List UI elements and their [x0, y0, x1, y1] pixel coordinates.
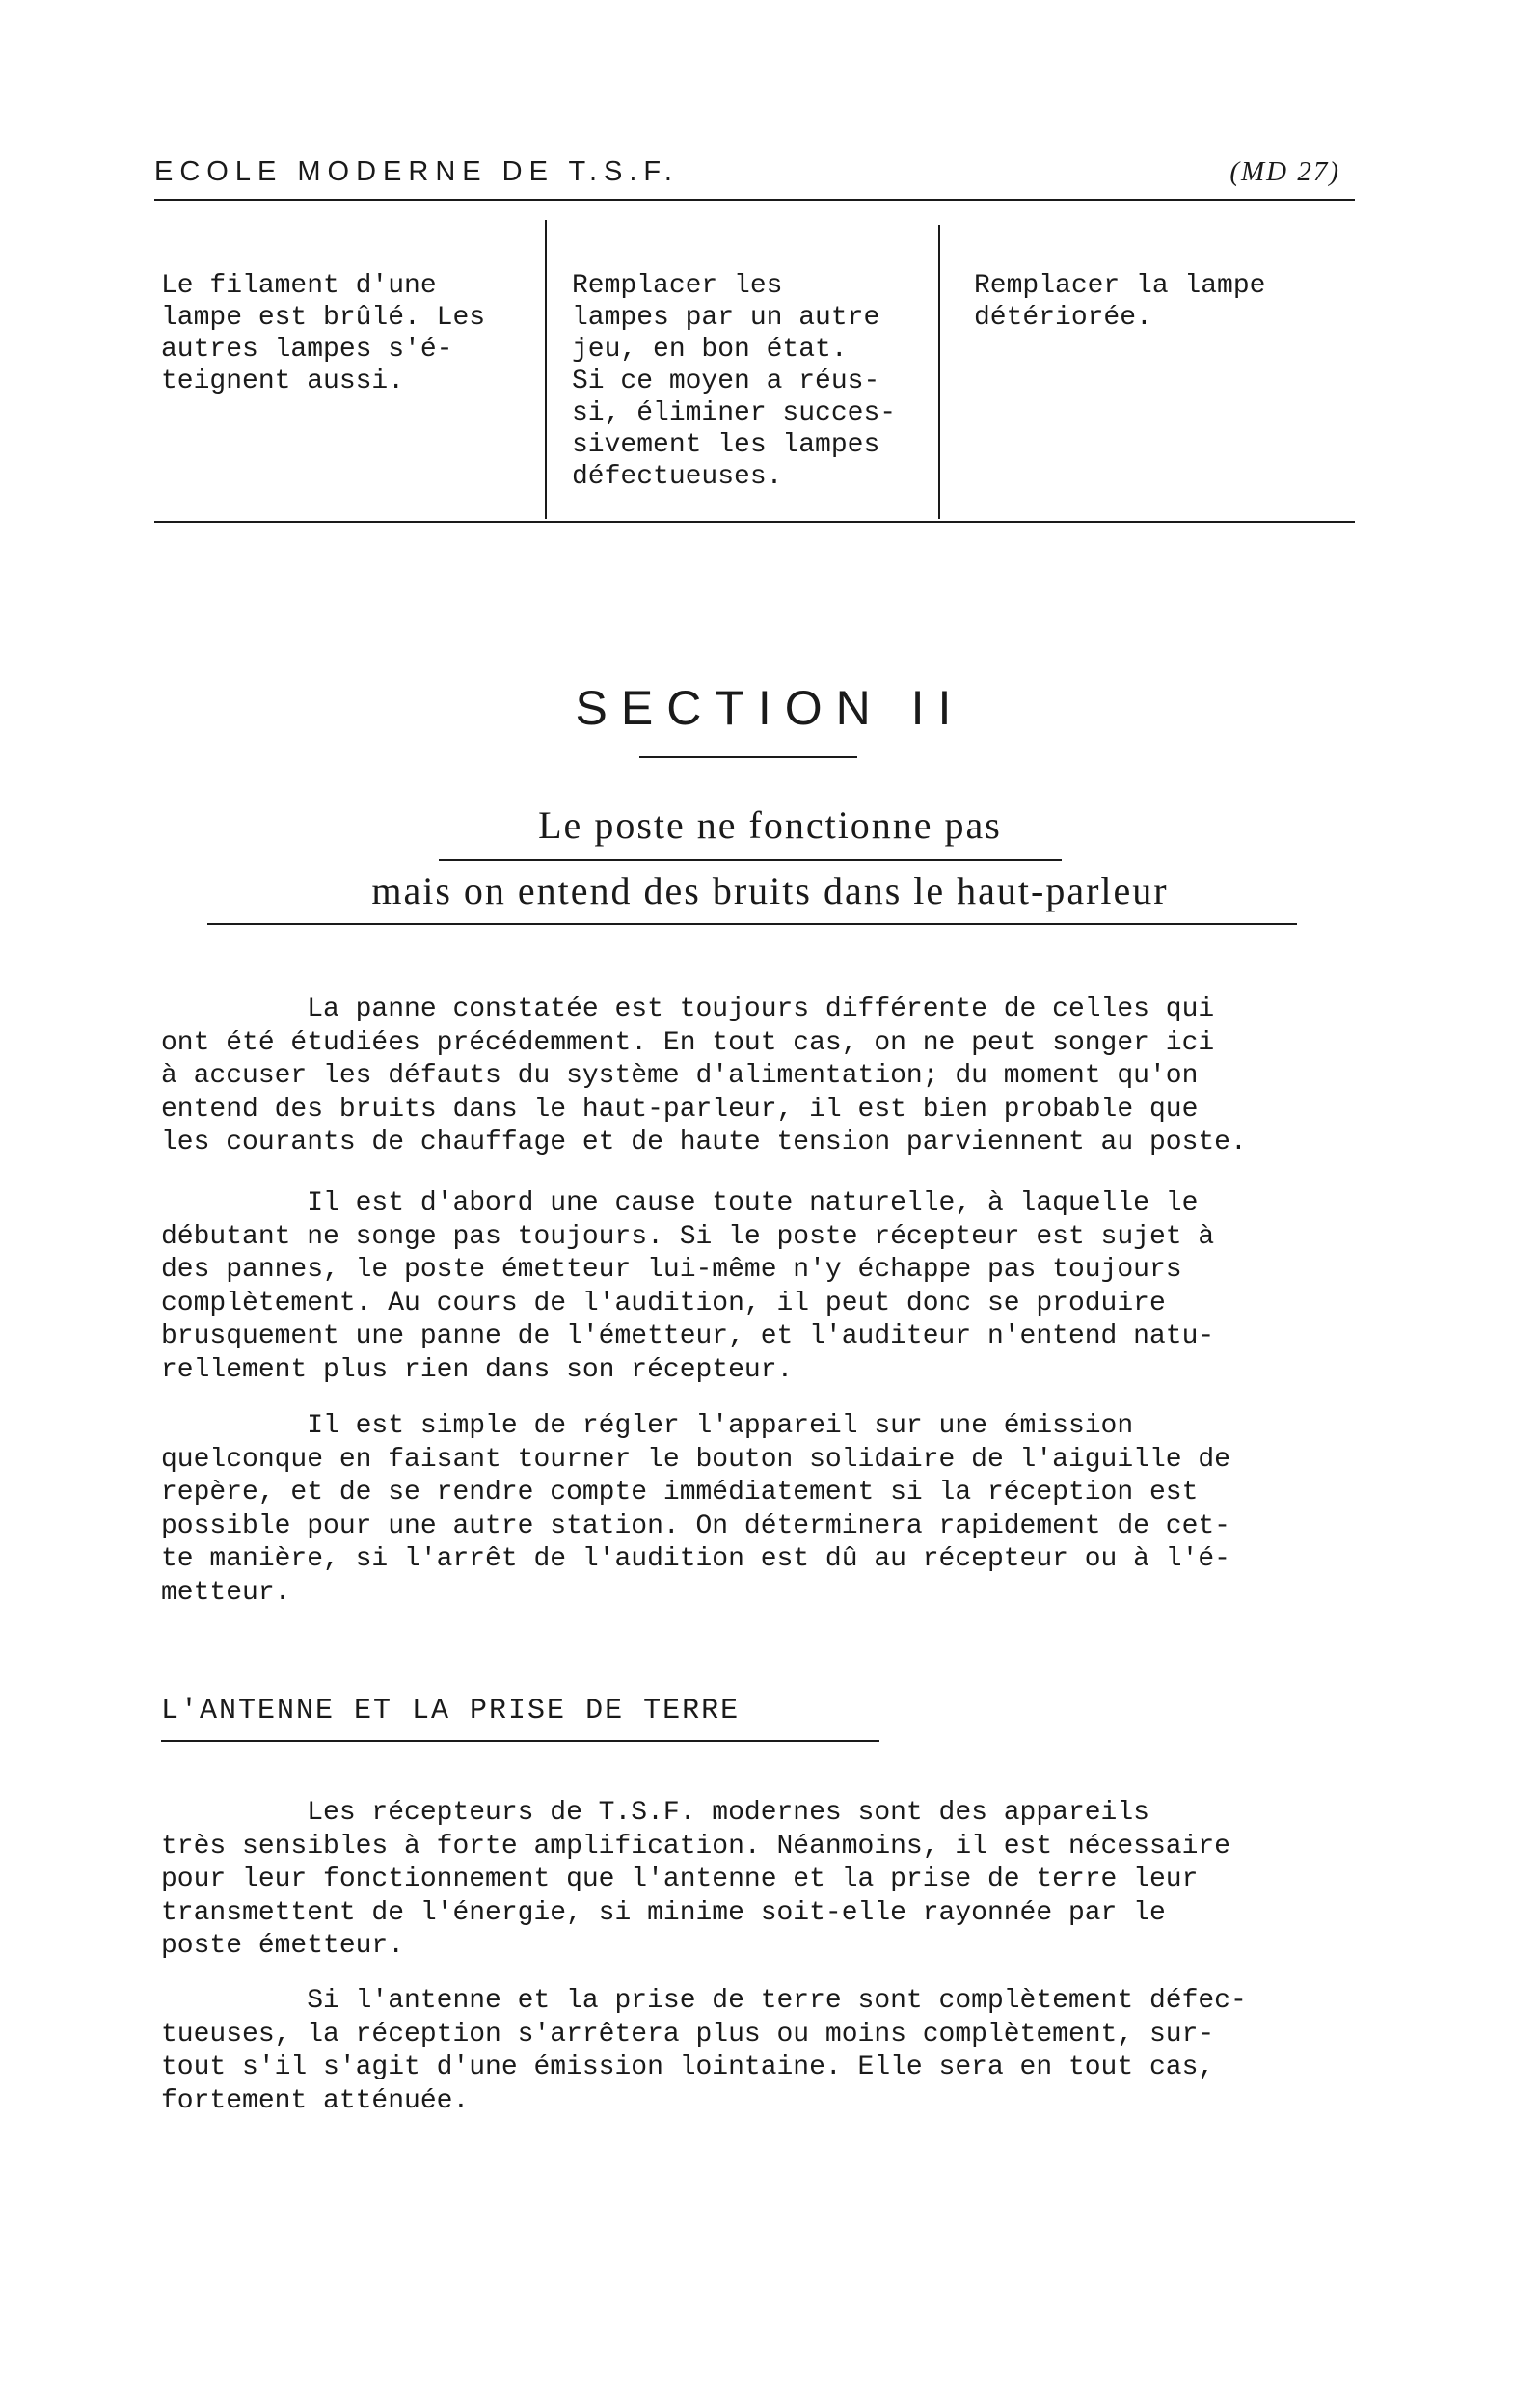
table-bottom-rule	[154, 521, 1355, 523]
section-title: SECTION II	[575, 681, 965, 735]
table-cell-check: Remplacer les lampes par un autre jeu, en bon état. Si ce moyen a réus- si, éliminer succes- sivement les lampes défectueuses.	[572, 271, 897, 492]
section-subtitle-line-2: mais on entend des bruits dans le haut-parleur	[371, 869, 1169, 912]
subsection-heading-underline	[161, 1740, 879, 1742]
subtitle-line-2-underline	[207, 923, 1297, 925]
body-paragraph-1: La panne constatée est toujours différente de celles qui ont été étudiées précédemment. En tout cas, on ne peut songer ici à accuser les défauts du système d'alimentation; du moment qu'on entend des bruits dans le haut-parleur, il est bien probable que les courants de chauffage et de haute tension parviennent au poste.	[161, 994, 1247, 1157]
subsection-paragraph-1: Les récepteurs de T.S.F. modernes sont des appareils très sensibles à forte amplification. Néanmoins, il est nécessaire pour leur fonctionnement que l'antenne et la prise de terre leur transmettent de l'énergie, si minime soit-elle rayonnée par le poste émetteur.	[161, 1798, 1230, 1961]
header-reference: (MD 27)	[1229, 156, 1340, 187]
table-cell-remedy: Remplacer la lampe détériorée.	[974, 271, 1266, 333]
body-paragraph-3: Il est simple de régler l'appareil sur une émission quelconque en faisant tourner le bouton solidaire de l'aiguille de repère, et de se rendre compte immédiatement si la réception est possible pour une autre station. On déterminera rapidement de cet- te manière, si l'arrêt de l'audition est dû au récepteur ou à l'é- metteur.	[161, 1411, 1230, 1608]
section-title-underline	[639, 756, 857, 758]
page-header	[154, 156, 1360, 195]
header-rule	[154, 199, 1355, 201]
table-column-divider-1	[545, 220, 547, 519]
subsection-heading: L'ANTENNE ET LA PRISE DE TERRE	[161, 1695, 741, 1727]
subsection-paragraph-2: Si l'antenne et la prise de terre sont complètement défec- tueuses, la réception s'arrêtera plus ou moins complètement, sur- tout s'il s'agit d'une émission lointaine. Elle sera en tout cas, fortement atténuée.	[161, 1986, 1247, 2116]
header-school-name: ECOLE MODERNE DE T.S.F.	[154, 156, 679, 187]
table-cell-symptom: Le filament d'une lampe est brûlé. Les autres lampes s'é- teignent aussi.	[161, 271, 486, 396]
body-paragraph-2: Il est d'abord une cause toute naturelle, à laquelle le débutant ne songe pas toujours. Si le poste récepteur est sujet à des pannes, le poste émetteur lui-même n'y échappe pas toujours complètement. Au cours de l'audition, il peut donc se produire brusquement une panne de l'émetteur, et l'auditeur n'entend natu- rellement plus rien dans son récepteur.	[161, 1188, 1215, 1385]
subtitle-line-1-underline	[439, 859, 1062, 861]
section-subtitle-line-1: Le poste ne fonctionne pas	[538, 803, 1002, 847]
table-column-divider-2	[938, 225, 940, 519]
